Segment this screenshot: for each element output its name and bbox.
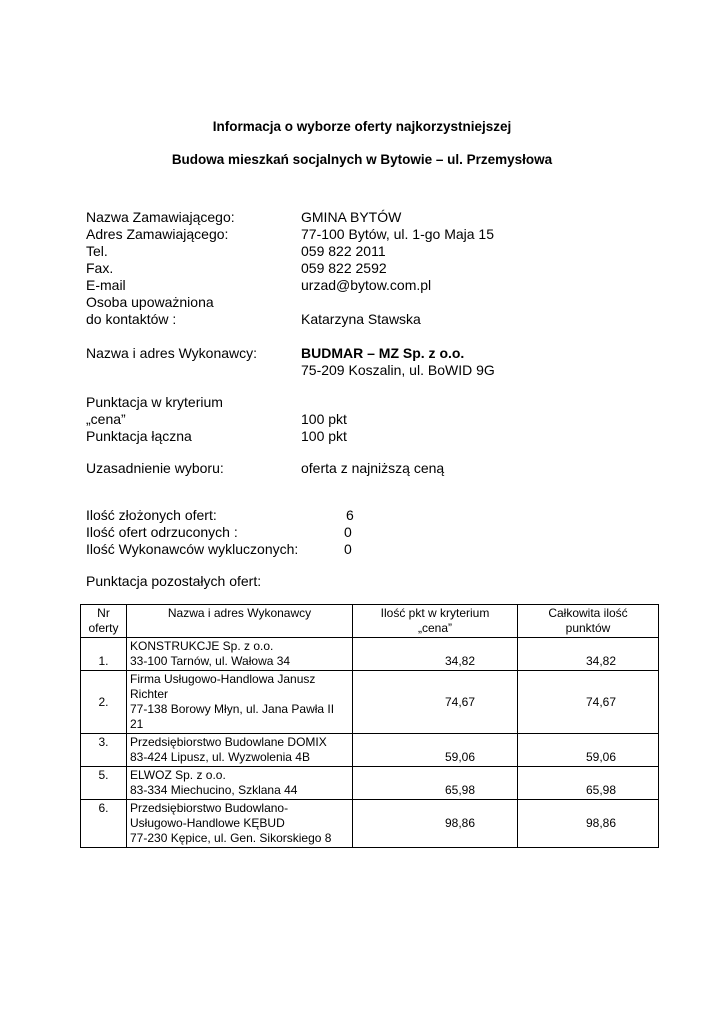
header-name bbox=[127, 605, 353, 638]
osoba-value: Katarzyna Stawska bbox=[301, 311, 421, 327]
row-cena: 98,86 bbox=[353, 800, 518, 848]
row-cena: 34,82 bbox=[353, 638, 518, 671]
header-cena bbox=[353, 605, 518, 638]
header-cena-line-1: Ilość pkt w kryterium bbox=[380, 606, 490, 620]
header-name-text: Nazwa i adres Wykonawcy bbox=[167, 606, 312, 620]
uzasadnienie-label: Uzasadnienie wyboru: bbox=[86, 460, 224, 476]
header-total-line-2: punktów bbox=[565, 621, 611, 635]
row-nr: 2. bbox=[81, 671, 127, 734]
row-total: 34,82 bbox=[518, 638, 659, 671]
row-nr: 6. bbox=[81, 800, 127, 848]
row-total: 65,98 bbox=[518, 767, 659, 800]
laczna-label: Punktacja łączna bbox=[86, 428, 192, 444]
row-contractor-line: Firma Usługowo-Handlowa Janusz bbox=[130, 672, 316, 686]
header-nr-line-2: oferty bbox=[88, 621, 119, 635]
row-nr: 5. bbox=[81, 767, 127, 800]
row-total: 74,67 bbox=[518, 671, 659, 734]
zamawiajacy-label: Nazwa Zamawiającego: bbox=[86, 209, 235, 225]
row-cena: 59,06 bbox=[353, 734, 518, 767]
row-cena: 65,98 bbox=[353, 767, 518, 800]
punktacja-label-1: Punktacja w kryterium bbox=[86, 394, 223, 410]
document-title: Informacja o wyborze oferty najkorzystniejszej bbox=[212, 119, 512, 134]
adres-value: 77-100 Bytów, ul. 1-go Maja 15 bbox=[301, 226, 495, 242]
zlozone-label: Ilość złożonych ofert: bbox=[86, 507, 217, 523]
document-subtitle: Budowa mieszkań socjalnych w Bytowie – ul. Przemysłowa bbox=[171, 152, 553, 167]
wykluczeni-label: Ilość Wykonawców wykluczonych: bbox=[86, 541, 299, 557]
row-contractor-line: 77-230 Kępice, ul. Gen. Sikorskiego 8 bbox=[130, 831, 332, 845]
table-row bbox=[81, 767, 659, 800]
row-total: 59,06 bbox=[518, 734, 659, 767]
osoba-label-1: Osoba upoważniona bbox=[86, 294, 214, 310]
table-row bbox=[81, 671, 659, 734]
punktacja-label-2: „cena” bbox=[86, 411, 126, 427]
row-contractor-line: Richter bbox=[130, 687, 169, 701]
table-row bbox=[81, 800, 659, 848]
row-contractor-line: KONSTRUKCJE Sp. z o.o. bbox=[130, 639, 274, 653]
row-contractor-line: 33-100 Tarnów, ul. Wałowa 34 bbox=[130, 654, 291, 668]
row-contractor bbox=[127, 734, 353, 767]
table-row bbox=[81, 638, 659, 671]
laczna-value: 100 pkt bbox=[301, 428, 347, 444]
zamawiajacy-value: GMINA BYTÓW bbox=[301, 209, 402, 225]
row-nr: 1. bbox=[81, 638, 127, 671]
row-nr: 3. bbox=[81, 734, 127, 767]
email-value: urzad@bytow.com.pl bbox=[301, 277, 432, 293]
uzasadnienie-value: oferta z najniższą ceną bbox=[301, 460, 445, 476]
tel-value: 059 822 2011 bbox=[301, 243, 386, 259]
row-contractor bbox=[127, 767, 353, 800]
adres-label: Adres Zamawiającego: bbox=[86, 226, 229, 242]
row-contractor-line: Usługowo-Handlowe KĘBUD bbox=[130, 816, 285, 830]
wykonawca-name: BUDMAR – MZ Sp. z o.o. bbox=[301, 345, 465, 361]
wykluczeni-value: 0 bbox=[344, 541, 352, 557]
row-contractor-line: 83-424 Lipusz, ul. Wyzwolenia 4B bbox=[130, 750, 310, 764]
osoba-label-2: do kontaktów : bbox=[86, 311, 177, 327]
header-total-line-1: Całkowita ilość bbox=[548, 606, 628, 620]
fax-label: Fax. bbox=[86, 260, 114, 276]
row-contractor-line: 21 bbox=[130, 717, 144, 731]
row-cena: 74,67 bbox=[353, 671, 518, 734]
odrzucone-label: Ilość ofert odrzuconych : bbox=[86, 524, 238, 540]
table-heading-text: Punktacja pozostałych ofert: bbox=[86, 573, 262, 589]
row-contractor bbox=[127, 800, 353, 848]
table-row bbox=[81, 734, 659, 767]
row-contractor bbox=[127, 671, 353, 734]
odrzucone-value: 0 bbox=[344, 524, 352, 540]
header-nr-line-1: Nr bbox=[97, 606, 110, 620]
fax-value: 059 822 2592 bbox=[301, 260, 387, 276]
header-total bbox=[518, 605, 659, 638]
punktacja-value: 100 pkt bbox=[301, 411, 347, 427]
row-contractor-line: ELWOZ Sp. z o.o. bbox=[130, 768, 226, 782]
header-cena-line-2: „cena” bbox=[417, 621, 452, 635]
table-header-row bbox=[81, 605, 659, 638]
row-contractor bbox=[127, 638, 353, 671]
tel-label: Tel. bbox=[86, 243, 108, 259]
row-total: 98,86 bbox=[518, 800, 659, 848]
row-contractor-line: 83-334 Miechucino, Szklana 44 bbox=[130, 783, 298, 797]
wykonawca-label: Nazwa i adres Wykonawcy: bbox=[86, 345, 258, 361]
zlozone-value: 6 bbox=[346, 507, 354, 523]
wykonawca-address: 75-209 Koszalin, ul. BoWID 9G bbox=[301, 362, 495, 378]
row-contractor-line: 77-138 Borowy Młyn, ul. Jana Pawła II bbox=[130, 702, 335, 716]
email-label: E-mail bbox=[86, 277, 126, 293]
row-contractor-line: Przedsiębiorstwo Budowlano- bbox=[130, 801, 289, 815]
row-contractor-line: Przedsiębiorstwo Budowlane DOMIX bbox=[130, 735, 327, 749]
header-nr bbox=[81, 605, 127, 638]
offers-table bbox=[80, 604, 659, 848]
